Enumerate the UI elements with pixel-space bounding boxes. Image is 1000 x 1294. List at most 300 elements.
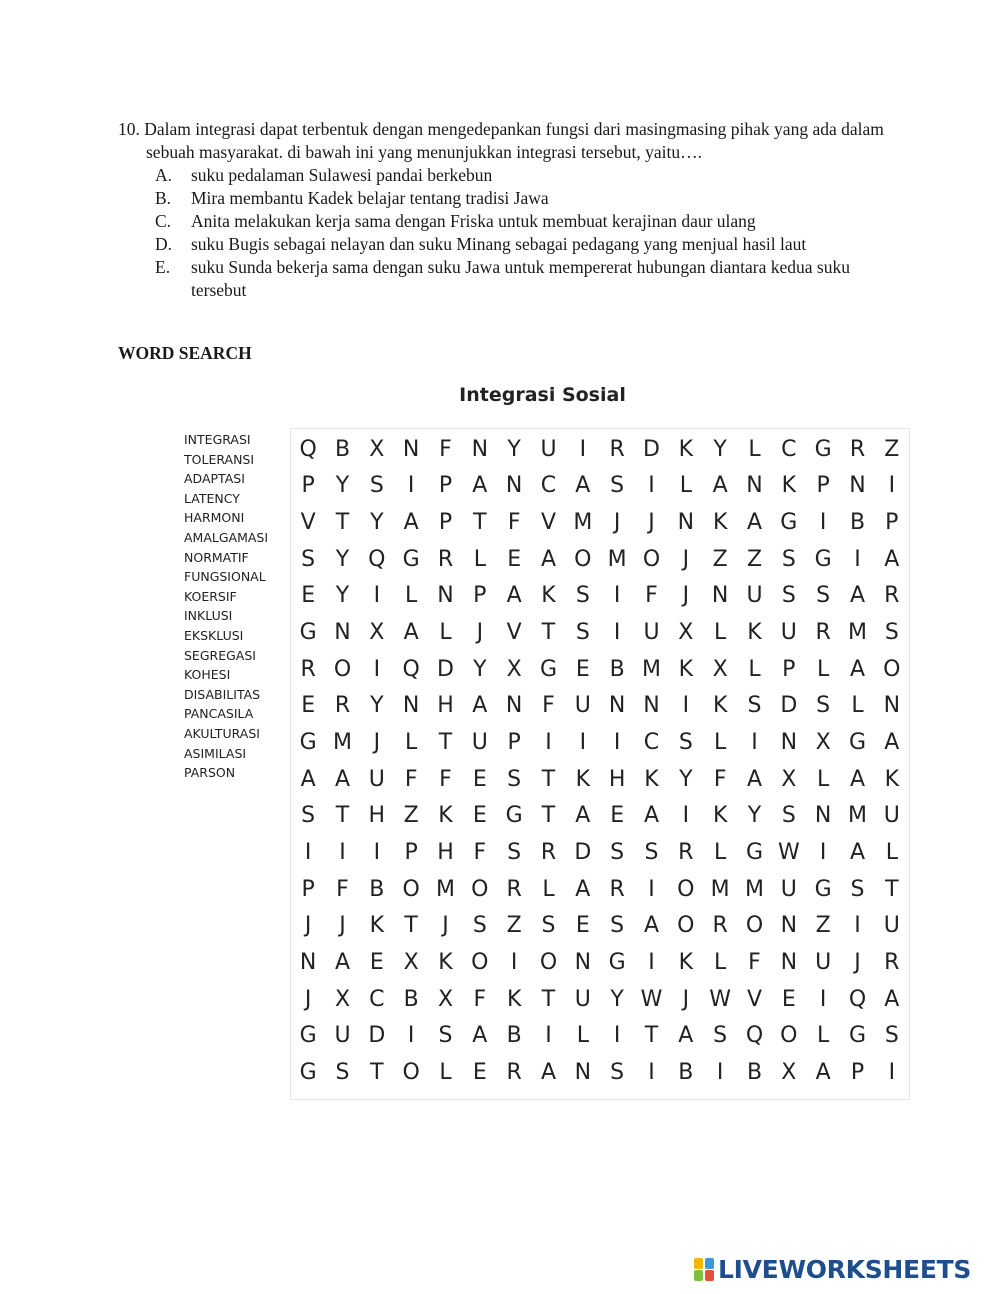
grid-letter[interactable]: M bbox=[573, 510, 593, 536]
grid-letter[interactable]: R bbox=[609, 876, 625, 902]
grid-letter[interactable]: X bbox=[781, 1060, 797, 1086]
grid-letter[interactable]: E bbox=[507, 546, 522, 572]
grid-letter[interactable]: H bbox=[437, 840, 454, 866]
grid-letter[interactable]: S bbox=[781, 546, 796, 572]
grid-letter[interactable]: C bbox=[643, 730, 660, 756]
grid-letter[interactable]: F bbox=[473, 986, 487, 1012]
grid-letter[interactable]: Q bbox=[848, 986, 867, 1012]
grid-letter[interactable]: W bbox=[640, 986, 663, 1012]
grid-letter[interactable]: X bbox=[437, 986, 454, 1012]
grid-letter[interactable]: V bbox=[506, 620, 522, 646]
grid-letter[interactable]: A bbox=[472, 693, 488, 719]
grid-letter[interactable]: P bbox=[885, 510, 899, 536]
option-c[interactable] bbox=[118, 210, 908, 233]
grid-letter[interactable]: L bbox=[714, 620, 727, 646]
grid-letter[interactable]: W bbox=[709, 986, 732, 1012]
grid-letter[interactable]: U bbox=[780, 876, 797, 902]
grid-letter[interactable]: O bbox=[539, 950, 558, 976]
grid-letter[interactable]: G bbox=[814, 546, 832, 572]
grid-letter[interactable]: M bbox=[848, 620, 867, 646]
grid-letter[interactable]: A bbox=[815, 1060, 831, 1086]
grid-letter[interactable]: E bbox=[575, 656, 590, 682]
grid-letter[interactable]: U bbox=[471, 730, 488, 756]
grid-letter[interactable]: Y bbox=[473, 656, 487, 682]
grid-letter[interactable]: S bbox=[610, 473, 625, 499]
grid-letter[interactable]: F bbox=[507, 510, 521, 536]
grid-letter[interactable]: G bbox=[814, 436, 832, 462]
grid-letter[interactable]: P bbox=[301, 473, 315, 499]
grid-letter[interactable]: A bbox=[849, 656, 866, 682]
grid-letter[interactable]: L bbox=[851, 693, 864, 719]
grid-letter[interactable]: G bbox=[299, 1060, 317, 1086]
grid-letter[interactable]: M bbox=[607, 546, 627, 572]
grid-letter[interactable]: O bbox=[471, 950, 489, 976]
grid-letter[interactable]: Y bbox=[370, 693, 384, 719]
grid-letter[interactable]: T bbox=[335, 803, 350, 829]
grid-letter[interactable]: E bbox=[301, 583, 316, 609]
grid-letter[interactable]: M bbox=[745, 876, 764, 902]
grid-letter[interactable]: P bbox=[816, 473, 830, 499]
grid-letter[interactable]: L bbox=[405, 730, 418, 756]
grid-letter[interactable]: C bbox=[369, 986, 385, 1012]
grid-letter[interactable]: I bbox=[613, 1023, 621, 1049]
grid-letter[interactable]: R bbox=[437, 546, 454, 572]
grid-letter[interactable]: K bbox=[678, 950, 694, 976]
grid-letter[interactable]: I bbox=[682, 803, 690, 829]
grid-letter[interactable]: S bbox=[816, 583, 831, 609]
grid-letter[interactable]: D bbox=[780, 693, 798, 719]
grid-letter[interactable]: S bbox=[644, 840, 659, 866]
grid-letter[interactable]: X bbox=[815, 730, 831, 756]
grid-letter[interactable]: Y bbox=[507, 436, 521, 462]
grid-letter[interactable]: J bbox=[648, 510, 655, 536]
grid-letter[interactable]: G bbox=[539, 656, 558, 682]
grid-letter[interactable]: P bbox=[507, 730, 521, 756]
grid-letter[interactable]: N bbox=[505, 473, 523, 499]
grid-letter[interactable]: Z bbox=[506, 913, 522, 939]
grid-letter[interactable]: A bbox=[334, 766, 351, 792]
grid-letter[interactable]: I bbox=[613, 583, 621, 609]
grid-letter[interactable]: U bbox=[574, 986, 591, 1012]
grid-letter[interactable]: Y bbox=[335, 473, 350, 499]
grid-letter[interactable]: E bbox=[369, 950, 384, 976]
grid-letter[interactable]: S bbox=[850, 876, 865, 902]
grid-letter[interactable]: N bbox=[849, 473, 866, 499]
grid-letter[interactable]: A bbox=[849, 766, 866, 792]
grid-letter[interactable]: T bbox=[541, 620, 556, 646]
grid-letter[interactable]: U bbox=[368, 766, 385, 792]
grid-letter[interactable]: X bbox=[369, 620, 385, 646]
grid-letter[interactable]: D bbox=[643, 436, 660, 462]
grid-letter[interactable]: Y bbox=[610, 986, 624, 1012]
grid-letter[interactable]: I bbox=[854, 913, 861, 939]
grid-letter[interactable]: E bbox=[472, 803, 487, 829]
grid-letter[interactable]: S bbox=[507, 766, 522, 792]
grid-letter[interactable]: N bbox=[780, 913, 798, 939]
grid-letter[interactable]: T bbox=[473, 510, 487, 536]
grid-letter[interactable]: G bbox=[745, 840, 764, 866]
grid-letter[interactable]: I bbox=[854, 546, 861, 572]
grid-letter[interactable]: G bbox=[848, 730, 867, 756]
grid-letter[interactable]: R bbox=[884, 950, 900, 976]
grid-letter[interactable]: D bbox=[574, 840, 592, 866]
grid-letter[interactable]: O bbox=[780, 1023, 798, 1049]
grid-letter[interactable]: O bbox=[677, 876, 695, 902]
grid-letter[interactable]: J bbox=[682, 583, 690, 609]
grid-letter[interactable]: O bbox=[677, 913, 695, 939]
grid-letter[interactable]: K bbox=[438, 950, 453, 976]
grid-letter[interactable]: T bbox=[335, 510, 350, 536]
grid-letter[interactable]: E bbox=[472, 1060, 487, 1086]
grid-letter[interactable]: D bbox=[437, 656, 454, 682]
grid-letter[interactable]: R bbox=[678, 840, 694, 866]
grid-letter[interactable]: S bbox=[713, 1023, 728, 1049]
grid-letter[interactable]: E bbox=[610, 803, 625, 829]
grid-letter[interactable]: B bbox=[746, 1060, 763, 1086]
grid-letter[interactable]: B bbox=[849, 510, 866, 536]
grid-letter[interactable]: K bbox=[644, 766, 659, 792]
grid-letter[interactable]: X bbox=[334, 986, 351, 1012]
grid-letter[interactable]: B bbox=[369, 876, 385, 902]
grid-letter[interactable]: K bbox=[678, 656, 694, 682]
grid-letter[interactable]: A bbox=[643, 913, 660, 939]
grid-letter[interactable]: P bbox=[438, 510, 453, 536]
grid-letter[interactable]: J bbox=[682, 546, 690, 572]
grid-letter[interactable]: L bbox=[817, 766, 830, 792]
grid-letter[interactable]: S bbox=[610, 840, 625, 866]
grid-letter[interactable]: U bbox=[815, 950, 832, 976]
grid-letter[interactable]: J bbox=[339, 913, 346, 939]
grid-letter[interactable]: S bbox=[301, 803, 316, 829]
grid-letter[interactable]: Z bbox=[746, 546, 763, 572]
grid-letter[interactable]: H bbox=[368, 803, 386, 829]
grid-letter[interactable]: R bbox=[334, 693, 351, 719]
grid-letter[interactable]: K bbox=[712, 693, 728, 719]
grid-letter[interactable]: I bbox=[819, 510, 827, 536]
grid-letter[interactable]: K bbox=[884, 766, 900, 792]
grid-letter[interactable]: L bbox=[714, 840, 727, 866]
grid-letter[interactable]: K bbox=[781, 473, 797, 499]
grid-letter[interactable]: G bbox=[402, 546, 420, 572]
grid-letter[interactable]: A bbox=[540, 1060, 557, 1086]
grid-letter[interactable]: A bbox=[575, 876, 591, 902]
grid-letter[interactable]: L bbox=[748, 436, 761, 462]
grid-letter[interactable]: I bbox=[545, 730, 552, 756]
option-a[interactable] bbox=[118, 164, 908, 187]
grid-letter[interactable]: I bbox=[579, 436, 587, 462]
grid-letter[interactable]: F bbox=[748, 950, 761, 976]
grid-letter[interactable]: U bbox=[574, 693, 591, 719]
grid-letter[interactable]: I bbox=[819, 840, 827, 866]
grid-letter[interactable]: I bbox=[510, 950, 518, 976]
grid-letter[interactable]: E bbox=[575, 913, 590, 939]
grid-letter[interactable]: I bbox=[716, 1060, 724, 1086]
grid-letter[interactable]: X bbox=[678, 620, 694, 646]
grid-letter[interactable]: A bbox=[643, 803, 660, 829]
option-e[interactable] bbox=[118, 256, 908, 302]
grid-letter[interactable]: N bbox=[814, 803, 832, 829]
grid-letter[interactable]: A bbox=[472, 473, 488, 499]
grid-letter[interactable]: J bbox=[373, 730, 381, 756]
grid-letter[interactable]: I bbox=[579, 730, 587, 756]
grid-letter[interactable]: I bbox=[373, 840, 381, 866]
grid-letter[interactable]: Q bbox=[299, 436, 317, 462]
grid-letter[interactable]: T bbox=[885, 876, 899, 902]
grid-letter[interactable]: N bbox=[780, 730, 798, 756]
grid-letter[interactable]: I bbox=[648, 473, 655, 499]
grid-letter[interactable]: E bbox=[472, 766, 487, 792]
grid-letter[interactable]: F bbox=[473, 840, 487, 866]
grid-letter[interactable]: L bbox=[885, 840, 898, 866]
grid-letter[interactable]: K bbox=[747, 620, 762, 646]
grid-letter[interactable]: S bbox=[575, 620, 590, 646]
grid-letter[interactable]: S bbox=[369, 473, 384, 499]
grid-letter[interactable]: A bbox=[712, 473, 728, 499]
grid-letter[interactable]: J bbox=[304, 986, 312, 1012]
grid-letter[interactable]: P bbox=[301, 876, 315, 902]
grid-letter[interactable]: F bbox=[336, 876, 349, 902]
grid-letter[interactable]: O bbox=[402, 876, 420, 902]
grid-letter[interactable]: S bbox=[472, 913, 487, 939]
grid-letter[interactable]: R bbox=[815, 620, 831, 646]
grid-letter[interactable]: R bbox=[849, 436, 866, 462]
grid-letter[interactable]: K bbox=[678, 436, 694, 462]
grid-letter[interactable]: P bbox=[473, 583, 487, 609]
grid-letter[interactable]: Y bbox=[335, 583, 350, 609]
grid-letter[interactable]: Z bbox=[403, 803, 419, 829]
grid-letter[interactable]: Y bbox=[713, 436, 727, 462]
grid-letter[interactable]: O bbox=[402, 1060, 420, 1086]
grid-letter[interactable]: E bbox=[301, 693, 316, 719]
grid-letter[interactable]: I bbox=[682, 693, 690, 719]
grid-letter[interactable]: Z bbox=[712, 546, 728, 572]
grid-letter[interactable]: F bbox=[645, 583, 658, 609]
grid-letter[interactable]: I bbox=[373, 656, 381, 682]
grid-letter[interactable]: I bbox=[339, 840, 346, 866]
grid-letter[interactable]: N bbox=[677, 510, 695, 536]
grid-letter[interactable]: S bbox=[507, 840, 522, 866]
grid-letter[interactable]: A bbox=[403, 620, 419, 646]
grid-letter[interactable]: G bbox=[814, 876, 832, 902]
grid-letter[interactable]: N bbox=[608, 693, 626, 719]
grid-letter[interactable]: Y bbox=[747, 803, 762, 829]
grid-letter[interactable]: N bbox=[402, 693, 420, 719]
grid-letter[interactable]: A bbox=[849, 583, 866, 609]
grid-letter[interactable]: I bbox=[751, 730, 758, 756]
grid-letter[interactable]: A bbox=[300, 766, 316, 792]
grid-letter[interactable]: L bbox=[439, 1060, 452, 1086]
grid-letter[interactable]: S bbox=[575, 583, 590, 609]
grid-letter[interactable]: I bbox=[304, 840, 312, 866]
grid-letter[interactable]: Q bbox=[368, 546, 386, 572]
grid-letter[interactable]: A bbox=[403, 510, 419, 536]
grid-letter[interactable]: T bbox=[438, 730, 453, 756]
grid-letter[interactable]: O bbox=[471, 876, 489, 902]
grid-letter[interactable]: N bbox=[437, 583, 454, 609]
grid-letter[interactable]: J bbox=[476, 620, 484, 646]
grid-letter[interactable]: L bbox=[473, 546, 486, 572]
grid-letter[interactable]: U bbox=[883, 803, 900, 829]
grid-letter[interactable]: A bbox=[884, 730, 900, 756]
grid-letter[interactable]: N bbox=[643, 693, 660, 719]
grid-letter[interactable]: S bbox=[816, 693, 831, 719]
grid-letter[interactable]: P bbox=[850, 1060, 865, 1086]
grid-letter[interactable]: N bbox=[299, 950, 317, 976]
grid-letter[interactable]: F bbox=[713, 766, 727, 792]
grid-letter[interactable]: O bbox=[574, 546, 592, 572]
grid-letter[interactable]: A bbox=[678, 1023, 694, 1049]
grid-letter[interactable]: X bbox=[781, 766, 797, 792]
grid-letter[interactable]: A bbox=[746, 766, 763, 792]
grid-letter[interactable]: J bbox=[613, 510, 621, 536]
grid-letter[interactable]: K bbox=[506, 986, 522, 1012]
grid-letter[interactable]: J bbox=[304, 913, 312, 939]
grid-letter[interactable]: U bbox=[746, 583, 763, 609]
grid-letter[interactable]: S bbox=[884, 1023, 899, 1049]
grid-letter[interactable]: C bbox=[540, 473, 557, 499]
grid-letter[interactable]: G bbox=[848, 1023, 867, 1049]
grid-letter[interactable]: B bbox=[506, 1023, 522, 1049]
grid-letter[interactable]: Z bbox=[884, 436, 900, 462]
grid-letter[interactable]: R bbox=[712, 913, 728, 939]
grid-letter[interactable]: S bbox=[610, 913, 625, 939]
grid-letter[interactable]: T bbox=[541, 766, 556, 792]
grid-letter[interactable]: L bbox=[439, 620, 452, 646]
grid-letter[interactable]: U bbox=[334, 1023, 351, 1049]
grid-letter[interactable]: O bbox=[883, 656, 901, 682]
grid-letter[interactable]: T bbox=[541, 803, 556, 829]
grid-letter[interactable]: N bbox=[883, 693, 901, 719]
grid-letter[interactable]: X bbox=[506, 656, 522, 682]
grid-letter[interactable]: G bbox=[608, 950, 626, 976]
grid-letter[interactable]: L bbox=[576, 1023, 589, 1049]
grid-letter[interactable]: I bbox=[613, 620, 621, 646]
grid-letter[interactable]: T bbox=[370, 1060, 384, 1086]
grid-letter[interactable]: B bbox=[403, 986, 419, 1012]
grid-letter[interactable]: I bbox=[648, 876, 655, 902]
grid-letter[interactable]: B bbox=[678, 1060, 694, 1086]
grid-letter[interactable]: S bbox=[678, 730, 693, 756]
grid-letter[interactable]: U bbox=[780, 620, 797, 646]
grid-letter[interactable]: A bbox=[575, 473, 591, 499]
grid-letter[interactable]: I bbox=[819, 986, 827, 1012]
grid-letter[interactable]: G bbox=[505, 803, 523, 829]
grid-letter[interactable]: E bbox=[781, 986, 796, 1012]
grid-letter[interactable]: Y bbox=[335, 546, 350, 572]
grid-letter[interactable]: G bbox=[299, 1023, 317, 1049]
grid-letter[interactable]: A bbox=[884, 986, 900, 1012]
grid-letter[interactable]: I bbox=[545, 1023, 552, 1049]
grid-letter[interactable]: M bbox=[642, 656, 661, 682]
grid-letter[interactable]: A bbox=[575, 803, 591, 829]
grid-letter[interactable]: F bbox=[439, 436, 452, 462]
grid-letter[interactable]: Q bbox=[402, 656, 420, 682]
grid-letter[interactable]: O bbox=[642, 546, 661, 572]
grid-letter[interactable]: S bbox=[781, 803, 796, 829]
grid-letter[interactable]: F bbox=[404, 766, 418, 792]
grid-letter[interactable]: R bbox=[506, 876, 522, 902]
grid-letter[interactable]: M bbox=[848, 803, 867, 829]
grid-letter[interactable]: F bbox=[542, 693, 555, 719]
grid-letter[interactable]: G bbox=[780, 510, 798, 536]
grid-letter[interactable]: V bbox=[540, 510, 557, 536]
grid-letter[interactable]: K bbox=[712, 510, 728, 536]
grid-letter[interactable]: L bbox=[714, 730, 727, 756]
grid-letter[interactable]: S bbox=[781, 583, 796, 609]
grid-letter[interactable]: I bbox=[648, 1060, 655, 1086]
grid-letter[interactable]: S bbox=[301, 546, 316, 572]
grid-letter[interactable]: R bbox=[540, 840, 557, 866]
grid-letter[interactable]: A bbox=[746, 510, 763, 536]
grid-letter[interactable]: N bbox=[711, 583, 729, 609]
grid-letter[interactable]: P bbox=[782, 656, 796, 682]
grid-letter[interactable]: N bbox=[471, 436, 489, 462]
grid-letter[interactable]: C bbox=[781, 436, 797, 462]
grid-letter[interactable]: R bbox=[609, 436, 625, 462]
grid-letter[interactable]: D bbox=[368, 1023, 386, 1049]
grid-letter[interactable]: Q bbox=[745, 1023, 764, 1049]
grid-letter[interactable]: U bbox=[643, 620, 660, 646]
grid-letter[interactable]: X bbox=[712, 656, 728, 682]
grid-letter[interactable]: G bbox=[299, 620, 317, 646]
grid-letter[interactable]: I bbox=[888, 1060, 896, 1086]
grid-letter[interactable]: Z bbox=[815, 913, 831, 939]
grid-letter[interactable]: T bbox=[541, 986, 556, 1012]
grid-letter[interactable]: T bbox=[404, 913, 418, 939]
grid-letter[interactable]: I bbox=[648, 950, 655, 976]
grid-letter[interactable]: N bbox=[505, 693, 523, 719]
grid-letter[interactable]: L bbox=[817, 1023, 830, 1049]
grid-letter[interactable]: B bbox=[609, 656, 625, 682]
grid-letter[interactable]: Y bbox=[679, 766, 693, 792]
grid-letter[interactable]: U bbox=[540, 436, 557, 462]
grid-letter[interactable]: A bbox=[472, 1023, 488, 1049]
grid-letter[interactable]: S bbox=[541, 913, 556, 939]
grid-letter[interactable]: B bbox=[334, 436, 351, 462]
grid-letter[interactable]: K bbox=[369, 913, 385, 939]
grid-letter[interactable]: A bbox=[884, 546, 900, 572]
grid-letter[interactable]: X bbox=[369, 436, 385, 462]
grid-letter[interactable]: N bbox=[334, 620, 351, 646]
grid-letter[interactable]: M bbox=[333, 730, 352, 756]
grid-letter[interactable]: A bbox=[540, 546, 557, 572]
grid-letter[interactable]: H bbox=[437, 693, 454, 719]
grid-letter[interactable]: H bbox=[608, 766, 626, 792]
option-b[interactable] bbox=[118, 187, 908, 210]
grid-letter[interactable]: J bbox=[442, 913, 449, 939]
grid-letter[interactable]: R bbox=[884, 583, 900, 609]
grid-letter[interactable]: W bbox=[777, 840, 800, 866]
grid-letter[interactable]: A bbox=[506, 583, 522, 609]
grid-letter[interactable]: K bbox=[712, 803, 728, 829]
grid-letter[interactable]: L bbox=[714, 950, 727, 976]
grid-letter[interactable]: A bbox=[849, 840, 866, 866]
grid-letter[interactable]: I bbox=[407, 473, 415, 499]
grid-letter[interactable]: R bbox=[506, 1060, 522, 1086]
grid-letter[interactable]: K bbox=[575, 766, 591, 792]
grid-letter[interactable]: K bbox=[541, 583, 556, 609]
grid-letter[interactable]: J bbox=[854, 950, 861, 976]
grid-letter[interactable]: J bbox=[682, 986, 690, 1012]
option-d[interactable] bbox=[118, 233, 908, 256]
grid-letter[interactable]: I bbox=[613, 730, 621, 756]
grid-letter[interactable]: Y bbox=[370, 510, 384, 536]
grid-letter[interactable]: S bbox=[747, 693, 762, 719]
grid-letter[interactable]: N bbox=[574, 950, 592, 976]
grid-letter[interactable]: P bbox=[438, 473, 453, 499]
grid-letter[interactable]: O bbox=[333, 656, 352, 682]
grid-letter[interactable]: L bbox=[405, 583, 418, 609]
